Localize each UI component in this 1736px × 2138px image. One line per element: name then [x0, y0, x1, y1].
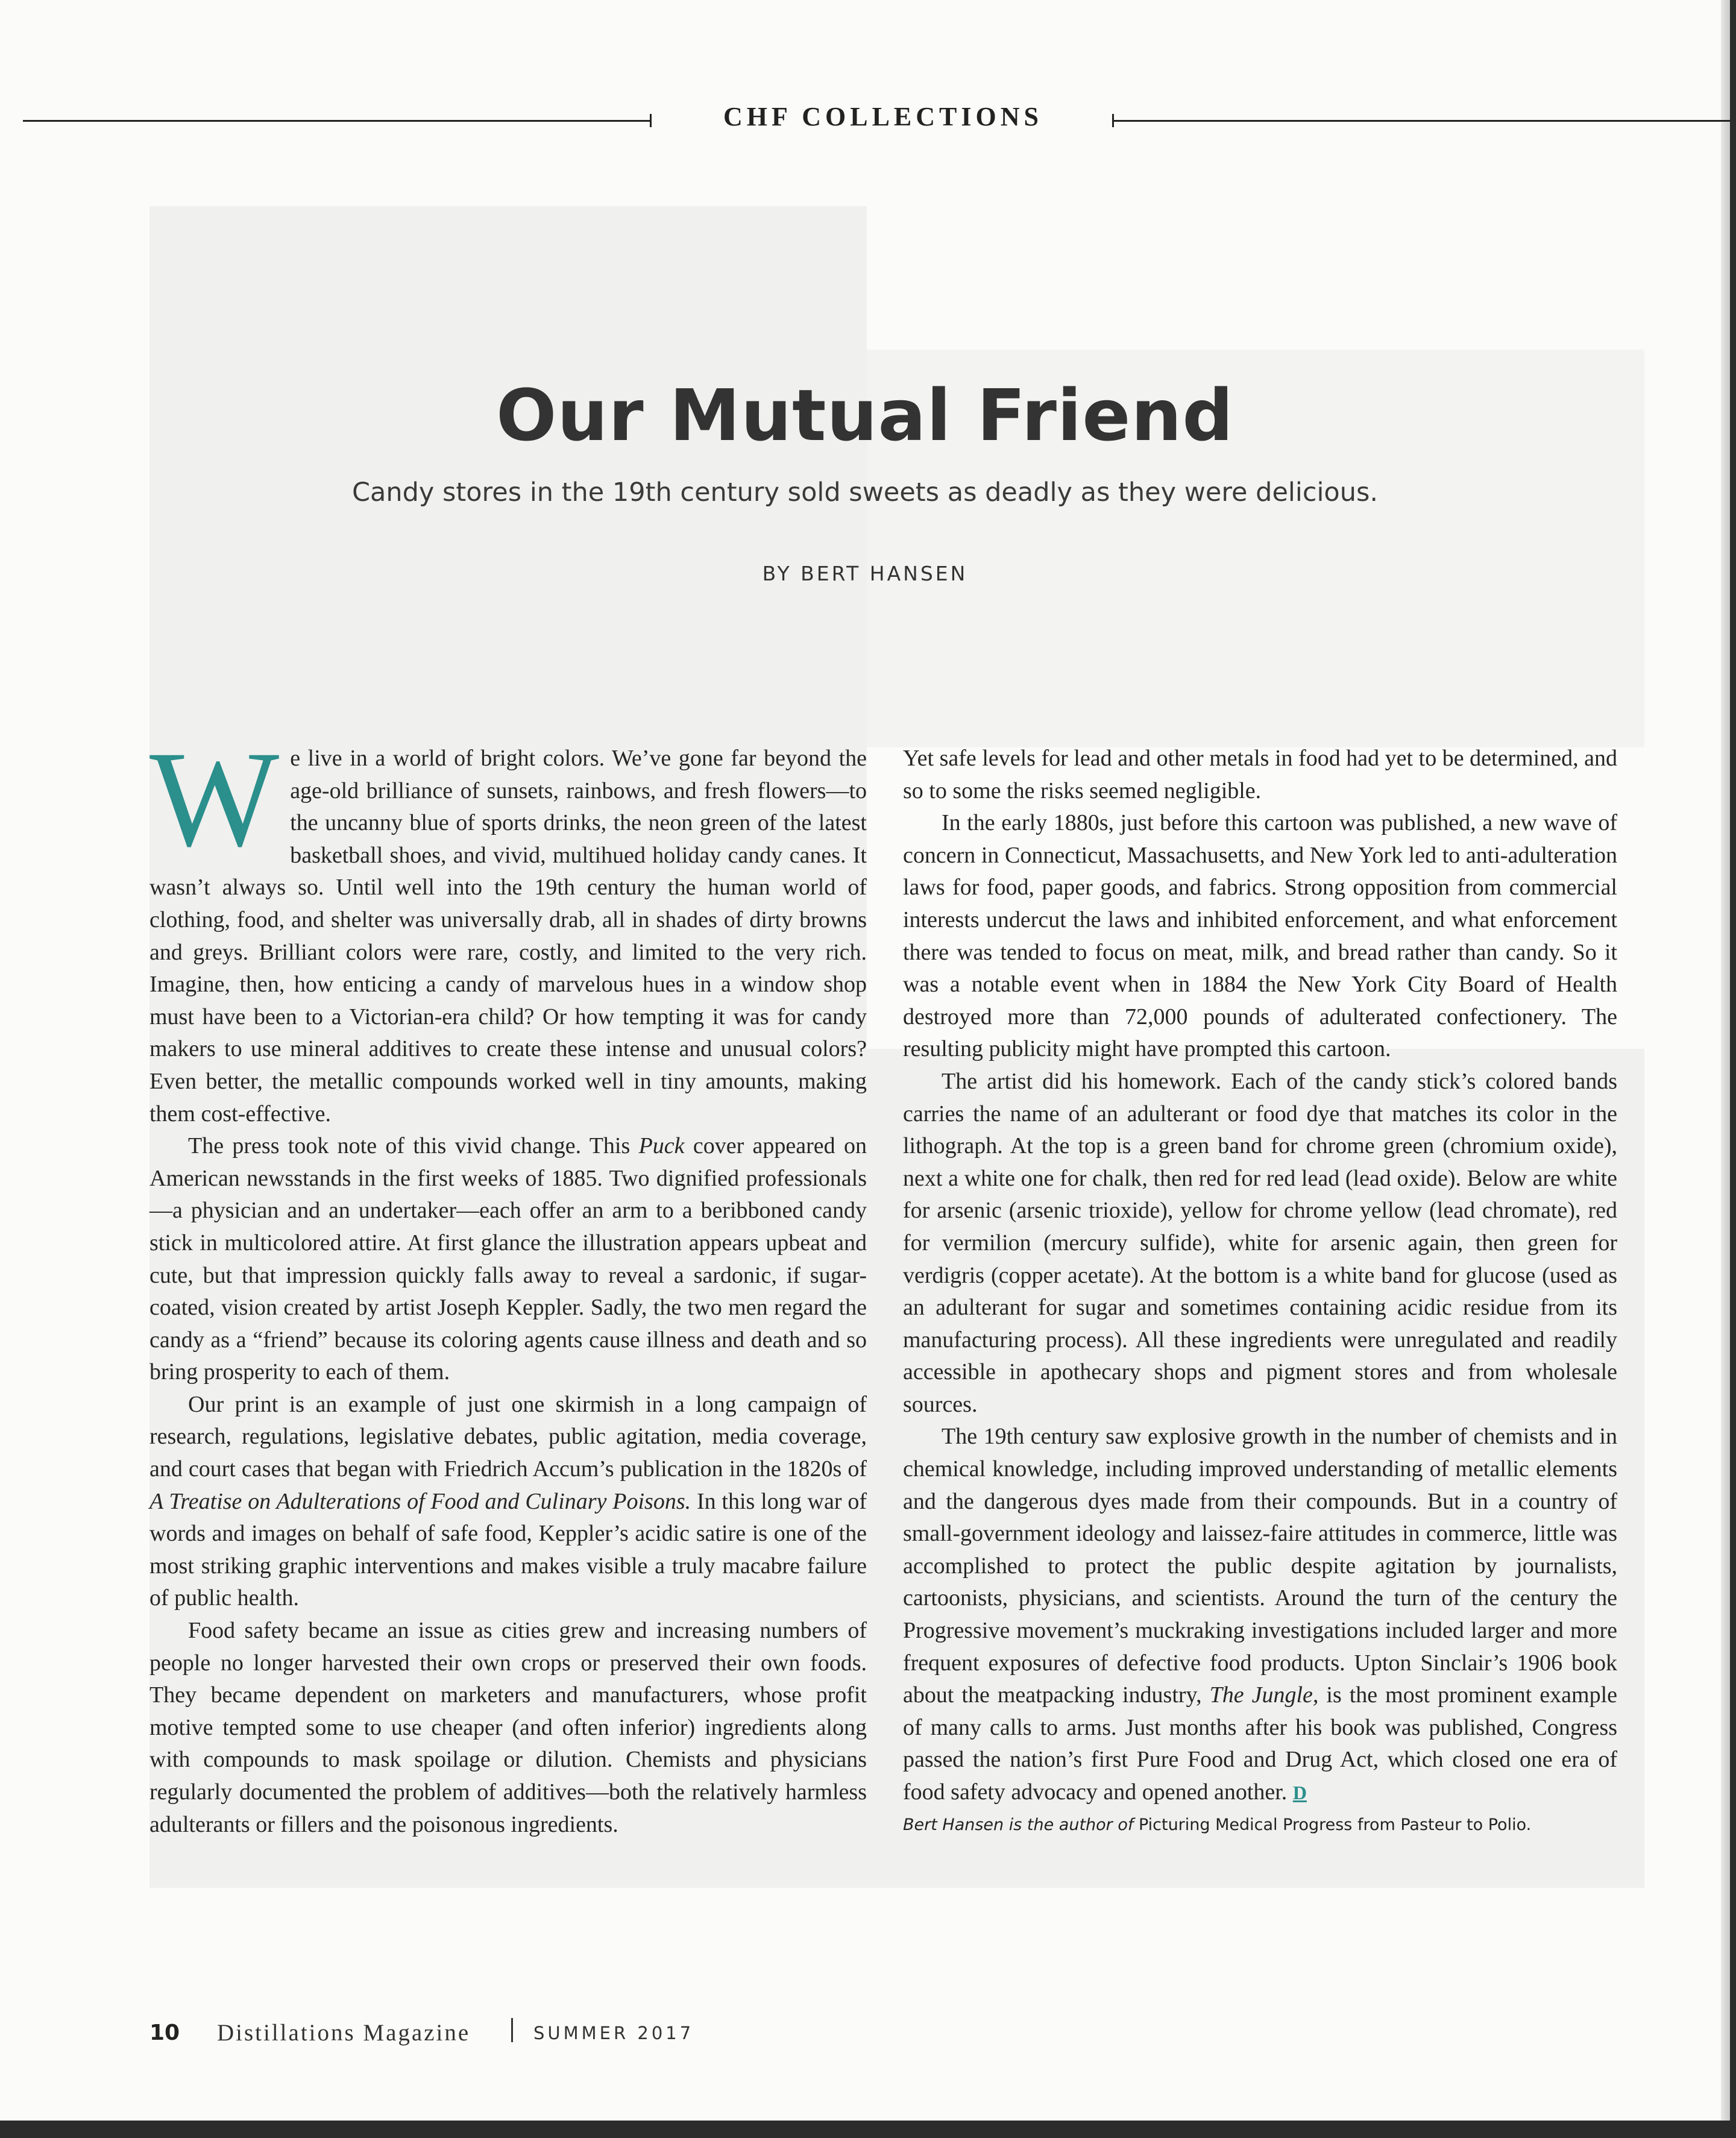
credit-book-title: Picturing Medical Progress from Pasteur to Polio. [1138, 1815, 1532, 1834]
paragraph-text: cover appeared on American newsstands in the first weeks of 1885. Two dignified professionals—a physician and an undertaker—each offer an arm to a beribboned candy stick in multicolored attire. At first glance the illustration appears upbeat and cute, but that impression quickly falls away to reveal a sardonic, if sugar-coated, vision created by artist Joseph Keppler. Sadly, the two men regard the candy as a “friend” because its coloring agents cause illness and death and so bring prosperity to each of them. [149, 1133, 867, 1385]
paragraph-text: The artist did his homework. Each of the candy stick’s colored bands carries the name of an adulterant or food dye that matches its color in the lithograph. At the top is a green band for chrome green (chromium oxide), next a white one for chalk, then red for red lead (lead oxide). Below are white for arsenic (arsenic trioxide), yellow for chrome yellow (lead chromate), red for vermilion (mercury sulfide), white for arsenic again, then green for verdigris (copper acetate). At the bottom is a white band for glucose (used as an adulterant for sugar and sometimes containing acidic residue from its manufacturing process). All these ingredients were unregulated and readily accessible in apothecary shops and pigment stores and from wholesale sources. [903, 1068, 1617, 1417]
article-byline: BY BERT HANSEN [762, 562, 968, 585]
paragraph-text: Yet safe levels for lead and other metals in food had yet to be determined, and so to some the risks seemed negligible. [903, 746, 1617, 803]
paragraph [149, 723, 867, 1130]
paragraph-text: Food safety became an issue as cities grew and increasing numbers of people no longer harvested their own crops or preserved their own foods. They became dependent on marketers and manufacturers, whose profit motive tempted some to use cheaper (and often inferior) ingredients along with compounds to mask spoilage or dilution. Chemists and physicians regularly documented the problem of additives—both the relatively harmless adulterants or fillers and the poisonous ingredients. [149, 1618, 867, 1837]
paragraph-text: e live in a world of bright colors. We’ve gone far beyond the age-old brilliance of sunsets, rainbows, and fresh flowers—to the uncanny blue of sports drinks, the neon green of the latest basketball shoes, and vivid, multihued holiday candy canes. It wasn’t always so. Until well into the 19th century the human world of clothing, food, and shelter was universally drab, all in shades of dirty browns and greys. Brilliant colors were rare, costly, and limited to the very rich. Imagine, then, how enticing a candy of marvelous hues in a window shop must have been to a Victorian-era child? Or how tempting it was for candy makers to use mineral additives to create these intense and unusual colors? Even better, the metallic compounds worked well in tiny amounts, making them cost-effective. [149, 746, 867, 1127]
book-title: A Treatise on Adulterations of Food and Culinary Poisons. [149, 1488, 691, 1514]
page-edge [1721, 0, 1730, 2121]
paragraph-text: Our print is an example of just one skirmish in a long campaign of research, regulations, legislative debates, public agitation, media coverage, and court cases that began with Friedrich Accum’s publication in the 1820s of [149, 1391, 867, 1482]
paragraph [903, 1066, 1617, 1421]
paragraph [903, 1421, 1617, 1809]
paragraph [903, 743, 1617, 807]
paragraph [149, 1130, 867, 1389]
paragraph-text: The 19th century saw explosive growth in the number of chemists and in chemical knowledge, including improved understanding of metallic elements and the dangerous dyes made from their compounds. But in a country of small-government ideology and laissez-faire attitudes in commerce, little was accomplished to protect the public despite agitation by journalists, cartoonists, physicians, and scientists. Around the turn of the century the Progressive movement’s muckraking investigations included larger and more frequent exposures of defective food products. Upton Sinclair’s 1906 book about the meatpacking industry, [903, 1424, 1617, 1708]
footer-separator [511, 2018, 513, 2042]
body-column-right [903, 743, 1617, 1837]
article-subtitle: Candy stores in the 19th century sold sweets as deadly as they were delicious. [351, 477, 1379, 508]
paragraph [903, 807, 1617, 1066]
page-number: 10 [149, 2020, 180, 2045]
header-rule-right [1114, 120, 1730, 122]
drop-cap: W [149, 723, 280, 875]
body-column-left [149, 723, 867, 1841]
header-rule-left [23, 120, 650, 122]
publication-name: Puck [638, 1133, 685, 1159]
header-rule-tick-left [650, 114, 652, 127]
credit-lead: Bert Hansen is the author of [903, 1815, 1139, 1834]
paragraph-text: The press took note of this vivid change. This [188, 1133, 639, 1159]
paragraph-text: In this long war of words and images on behalf of safe food, Keppler’s acidic satire is one of the most striking graphic interventions and makes visible a truly macabre failure of public health. [149, 1488, 867, 1611]
paragraph-text: In the early 1880s, just before this cartoon was published, a new wave of concern in Connecticut, Massachusetts, and New York led to anti-adulteration laws for food, paper goods, and fabrics. Strong opposition from commercial interests undercut the laws and inhibited enforcement, and what enforcement there was tended to focus on meat, milk, and bread rather than candy. So it was a notable event when in 1884 the New York City Board of Health destroyed more than 72,000 pounds of adulterated confectionery. The resulting publicity might have prompted this cartoon. [903, 810, 1617, 1062]
magazine-name: Distillations Magazine [217, 2020, 471, 2046]
paragraph [149, 1615, 867, 1841]
book-title: The Jungle, [1209, 1682, 1319, 1708]
end-mark: D [1292, 1782, 1307, 1803]
paragraph-text: is the most prominent example of many calls to arms. Just months after his book was published, Congress passed the nation’s first Pure Food and Drug Act, which closed one era of food safety advocacy and opened another. [903, 1682, 1617, 1805]
paragraph [149, 1389, 867, 1615]
section-label: CHF COLLECTIONS [723, 102, 1043, 131]
issue-label: SUMMER 2017 [533, 2023, 694, 2043]
author-credit [903, 1813, 1617, 1837]
article-title: Our Mutual Friend [496, 374, 1234, 457]
